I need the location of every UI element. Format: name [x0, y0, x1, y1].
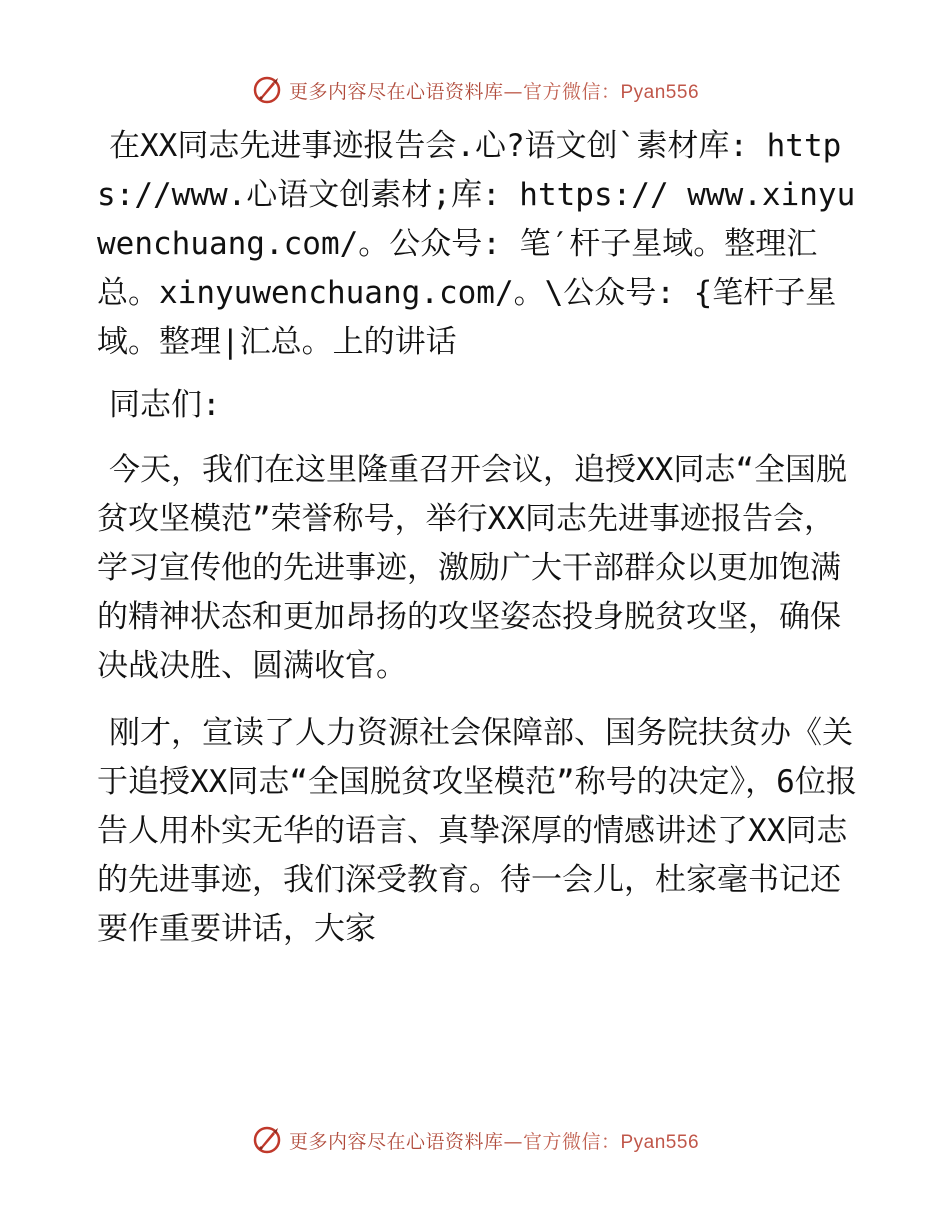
paragraph-1: [97, 446, 857, 691]
document-title-text: 在XX同志先进事迹报告会.心?语文创`素材库: https://www.心语文创素材;库: https:// www.xinyuwenchuang.com/。公众号: 笔′杆子星域。整理汇总。xinyuwenchuang.com/。\公众号: {笔杆子星域。整理|汇总。上的讲话: [97, 128, 856, 360]
watermark-text: [289, 1127, 699, 1154]
quill-logo-icon: [251, 1124, 283, 1156]
paragraph-2: [97, 709, 857, 954]
watermark-dash: —: [503, 80, 523, 103]
watermark-account: Pyan556: [620, 81, 700, 103]
footer-watermark-banner: [0, 1120, 950, 1160]
watermark-label: 官方微信：: [522, 1130, 621, 1153]
quill-logo-icon: [251, 74, 283, 106]
watermark-label: 官方微信：: [522, 80, 621, 103]
watermark-main: 更多内容尽在心语资料库: [288, 80, 504, 103]
greeting-text: 同志们:: [109, 387, 221, 423]
paragraph-2-text: 刚才，宣读了人力资源社会保障部、国务院扶贫办《关于追授XX同志“全国脱贫攻坚模范”称号的决定》，6位报告人用朴实无华的语言、真挚深厚的情感讲述了XX同志的先进事迹，我们深受教育。待一会儿，杜家毫书记还要作重要讲话，大家: [97, 715, 857, 947]
watermark-dash: —: [503, 1130, 523, 1153]
document-body: [97, 122, 857, 972]
document-title: [97, 122, 857, 367]
watermark-account: Pyan556: [620, 1131, 700, 1153]
header-watermark-banner: [0, 70, 950, 110]
paragraph-1-text: 今天，我们在这里隆重召开会议，追授XX同志“全国脱贫攻坚模范”荣誉称号，举行XX同志先进事迹报告会，学习宣传他的先进事迹，激励广大干部群众以更加饱满的精神状态和更加昂扬的攻坚姿态投身脱贫攻坚，确保决战决胜、圆满收官。: [97, 452, 847, 684]
watermark-text: [289, 77, 699, 104]
watermark-main: 更多内容尽在心语资料库: [288, 1130, 504, 1153]
greeting: [97, 381, 857, 430]
